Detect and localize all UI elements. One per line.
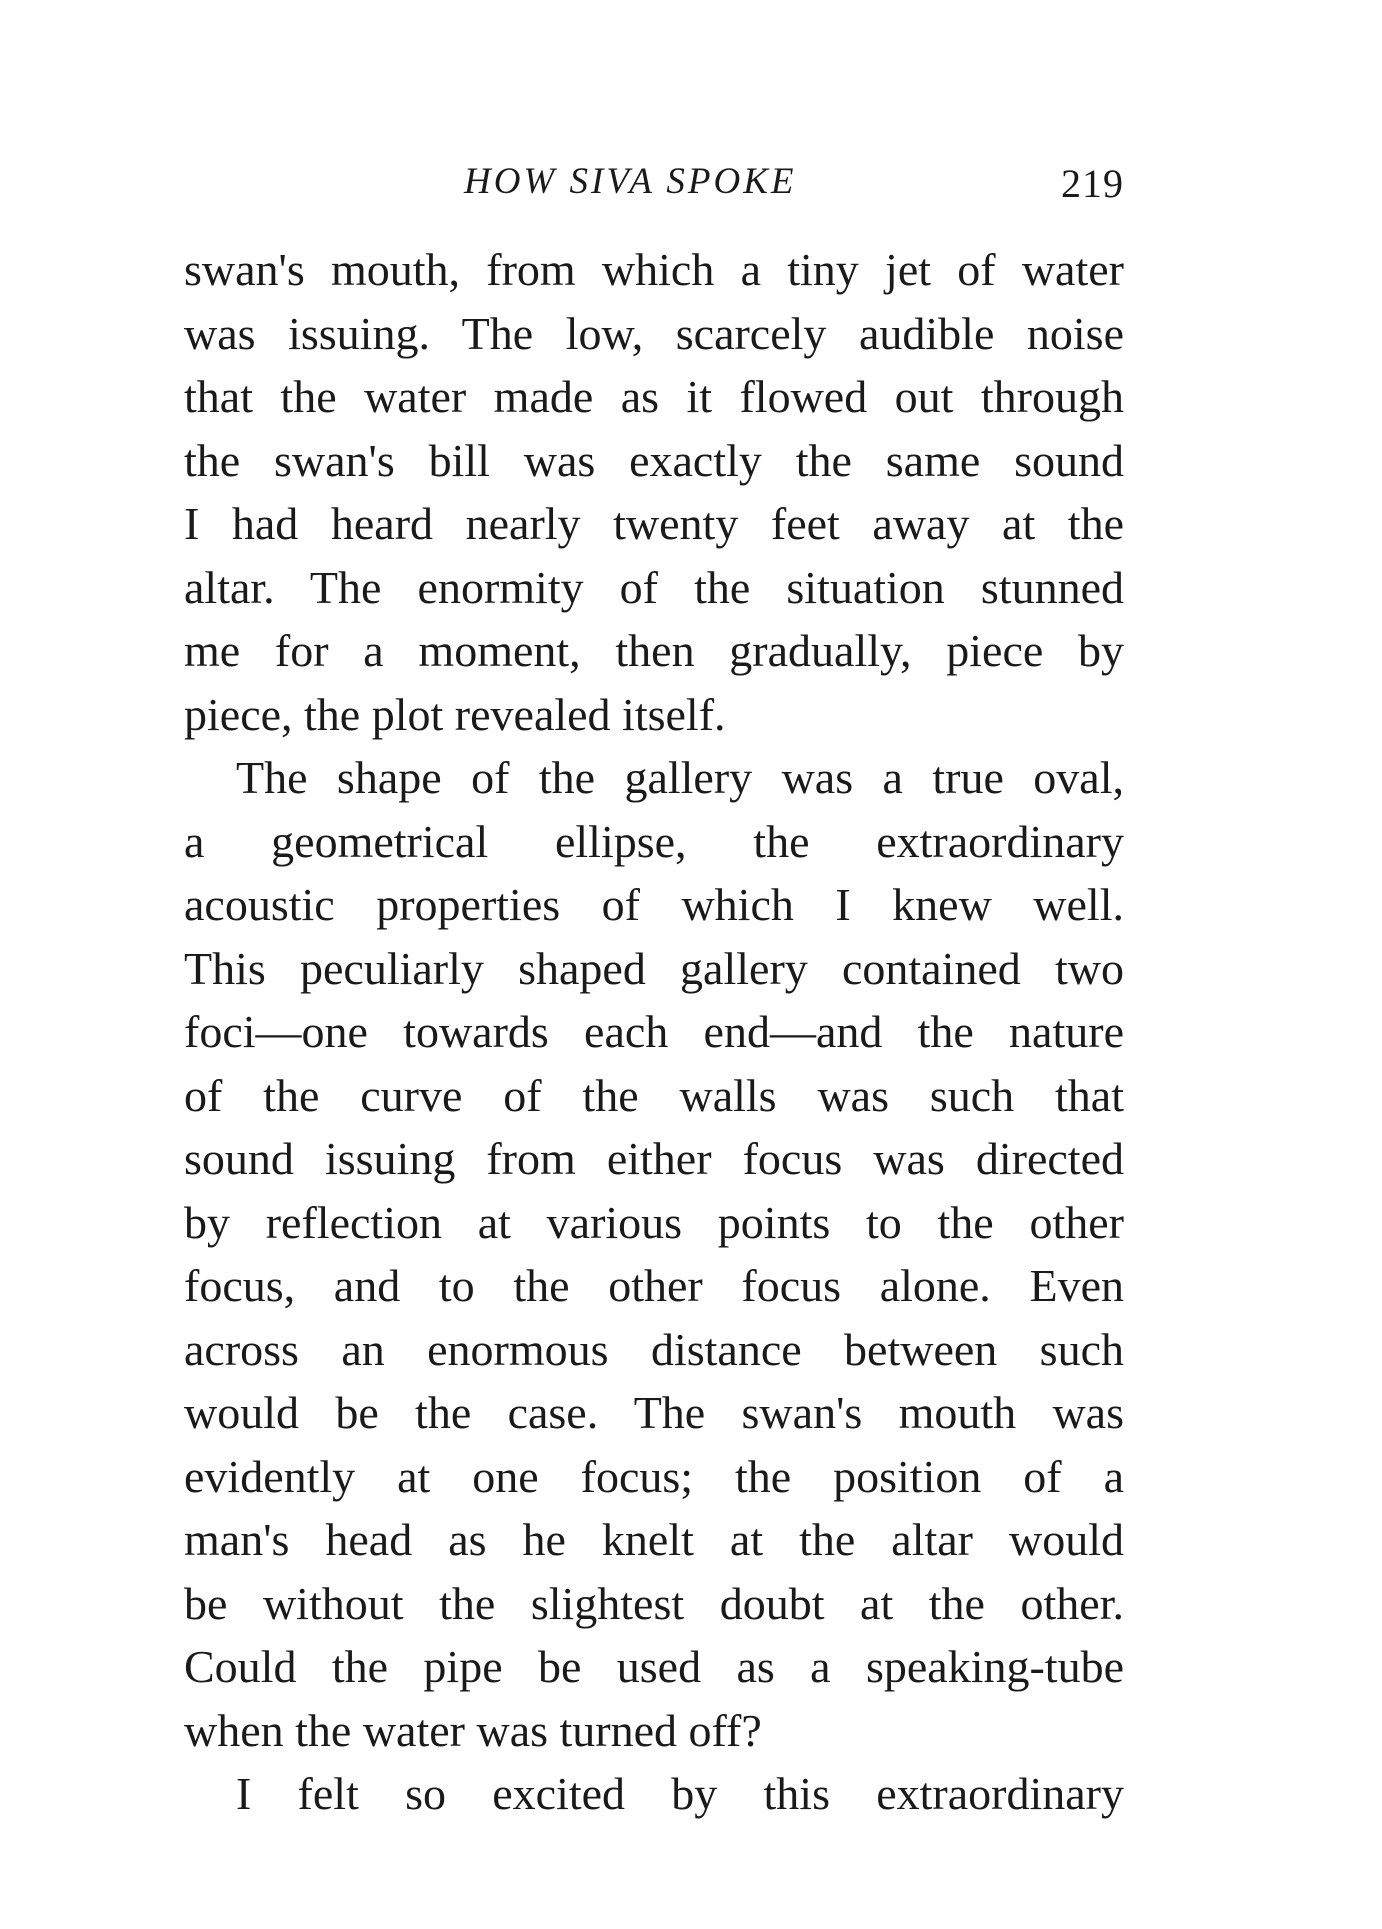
- running-title: HOW SIVA SPOKE: [464, 161, 797, 202]
- text-line: the swan's bill was exactly the same sound: [184, 434, 1124, 486]
- text-line: The shape of the gallery was a true oval,: [236, 752, 1124, 803]
- text-line: across an enormous distance between such: [184, 1323, 1124, 1375]
- body-text: [184, 238, 1124, 1826]
- text-line: swan's mouth, from which a tiny jet of water: [184, 244, 1124, 295]
- text-line: piece, the plot revealed itself.: [184, 688, 726, 740]
- text-line: foci—one towards each end—and the nature: [184, 1006, 1124, 1057]
- text-line: that the water made as it flowed out through: [184, 371, 1124, 422]
- text-line: was issuing. The low, scarcely audible noise: [184, 307, 1124, 359]
- text-line: would be the case. The swan's mouth was: [184, 1387, 1124, 1438]
- text-line: of the curve of the walls was such that: [184, 1069, 1124, 1121]
- text-line: be without the slightest doubt at the other.: [184, 1577, 1124, 1629]
- text-line: a geometrical ellipse, the extraordinary: [184, 815, 1124, 867]
- text-line: evidently at one focus; the position of a: [184, 1450, 1124, 1502]
- text-line: I felt so excited by this extraordinary: [236, 1768, 1124, 1819]
- text-line: when the water was turned off?: [184, 1704, 762, 1756]
- text-line: man's head as he knelt at the altar would: [184, 1514, 1124, 1565]
- text-line: acoustic properties of which I knew well.: [184, 879, 1124, 930]
- text-line: This peculiarly shaped gallery contained two: [184, 942, 1124, 994]
- text-line: sound issuing from either focus was directed: [184, 1133, 1124, 1184]
- text-line: focus, and to the other focus alone. Even: [184, 1260, 1124, 1311]
- text-line: I had heard nearly twenty feet away at the: [184, 498, 1124, 549]
- page-number: 219: [1061, 161, 1124, 206]
- running-head: [184, 160, 1124, 220]
- text-line: me for a moment, then gradually, piece by: [184, 625, 1124, 676]
- text-line: Could the pipe be used as a speaking-tube: [184, 1641, 1124, 1692]
- text-line: altar. The enormity of the situation stunned: [184, 561, 1124, 613]
- text-line: by reflection at various points to the other: [184, 1196, 1124, 1248]
